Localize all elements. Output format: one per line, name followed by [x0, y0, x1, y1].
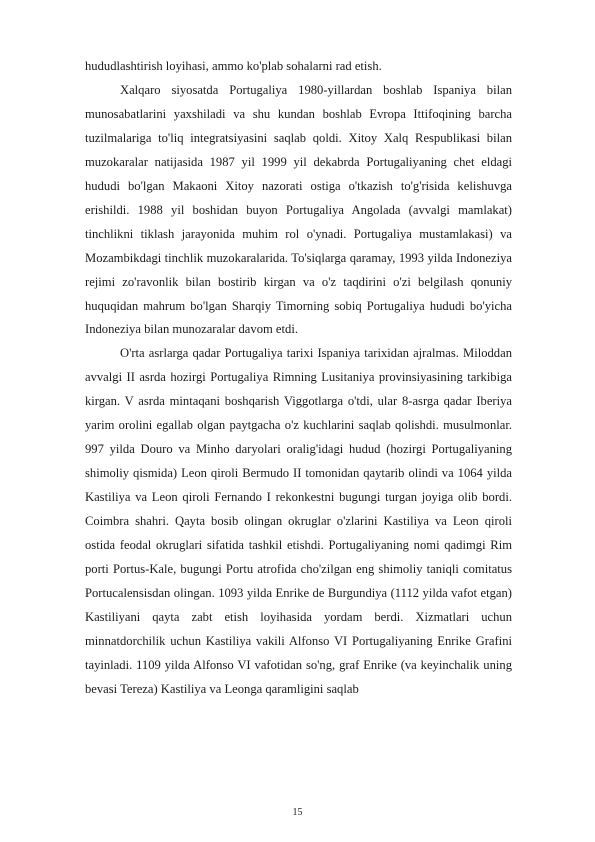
paragraph-2: Xalqaro siyosatda Portugaliya 1980-yillardan boshlab Ispaniya bilan munosabatlarini yaxshiladi va shu kundan boshlab Evropa Ittifoqining barcha tuzilmalariga to'liq integratsiyasini saqlab qoldi. Xitoy Xalq Respublikasi bilan muzokaralar natijasida 1987 yil 1999 yil dekabrda Portugaliyaning chet eldagi hududi bo'lgan Makaoni Xitoy nazorati ostiga o'tkazish to'g'risida kelishuvga erishildi. 1988 yil boshidan buyon Portugaliya Angolada (avvalgi mamlakat) tinchlikni tiklash jarayonida muhim rol o'ynadi. Portugaliya mustamlakasi) va Mozambikdagi tinchlik muzokaralarida. To'siqlarga qaramay, 1993 yilda Indoneziya rejimi zo'ravonlik bilan bostirib kirgan va o'z taqdirini o'zi belgilash qonuniy huquqidan mahrum bo'lgan Sharqiy Timorning sobiq Portugaliya hududi bo'yicha Indoneziya bilan munozaralar davom etdi.	[85, 82, 512, 337]
document-body	[85, 55, 512, 702]
paragraph-1: hududlashtirish loyihasi, ammo ko'plab sohalarni rad etish.	[85, 59, 382, 73]
page-number: 15	[292, 807, 303, 818]
paragraph-3: O'rta asrlarga qadar Portugaliya tarixi Ispaniya tarixidan ajralmas. Miloddan avvalgi II asrda hozirgi Portugaliya Rimning Lusitaniya provinsiyasining tarkibiga kirgan. V asrda mintaqani boshqarish Viggotlarga o'tdi, ular 8-asrga qadar Iberiya yarim orolini egallab olgan paytgacha o'z kuchlarini saqlab qolishdi. musulmonlar. 997 yilda Douro va Minho daryolari oralig'idagi hudud (hozirgi Portugaliyaning shimoliy qismida) Leon qiroli Bermudo II tomonidan qaytarib olindi va 1064 yilda Kastiliya va Leon qiroli Fernando I rekonkestni bugungi turgan joyiga olib bordi. Coimbra shahri. Qayta bosib olingan okruglar o'zlarini Kastiliya va Leon qiroli ostida feodal okruglari sifatida tashkil etishdi. Portugaliyaning nomi qadimgi Rim porti Portus-Kale, bugungi Portu atrofida cho'zilgan eng shimoliy taniqli comitatus Portucalensisdan olingan. 1093 yilda Enrike de Burgundiya (1112 yilda vafot etgan) Kastiliyani qayta zabt etish loyihasida yordam berdi. Xizmatlari uchun minnatdorchilik uchun Kastiliya vakili Alfonso VI Portugaliyaning Enrike Grafini tayinladi. 1109 yilda Alfonso VI vafotidan so'ng, graf Enrike (va keyinchalik uning bevasi Tereza) Kastiliya va Leonga qaramligini saqlab	[85, 346, 512, 696]
